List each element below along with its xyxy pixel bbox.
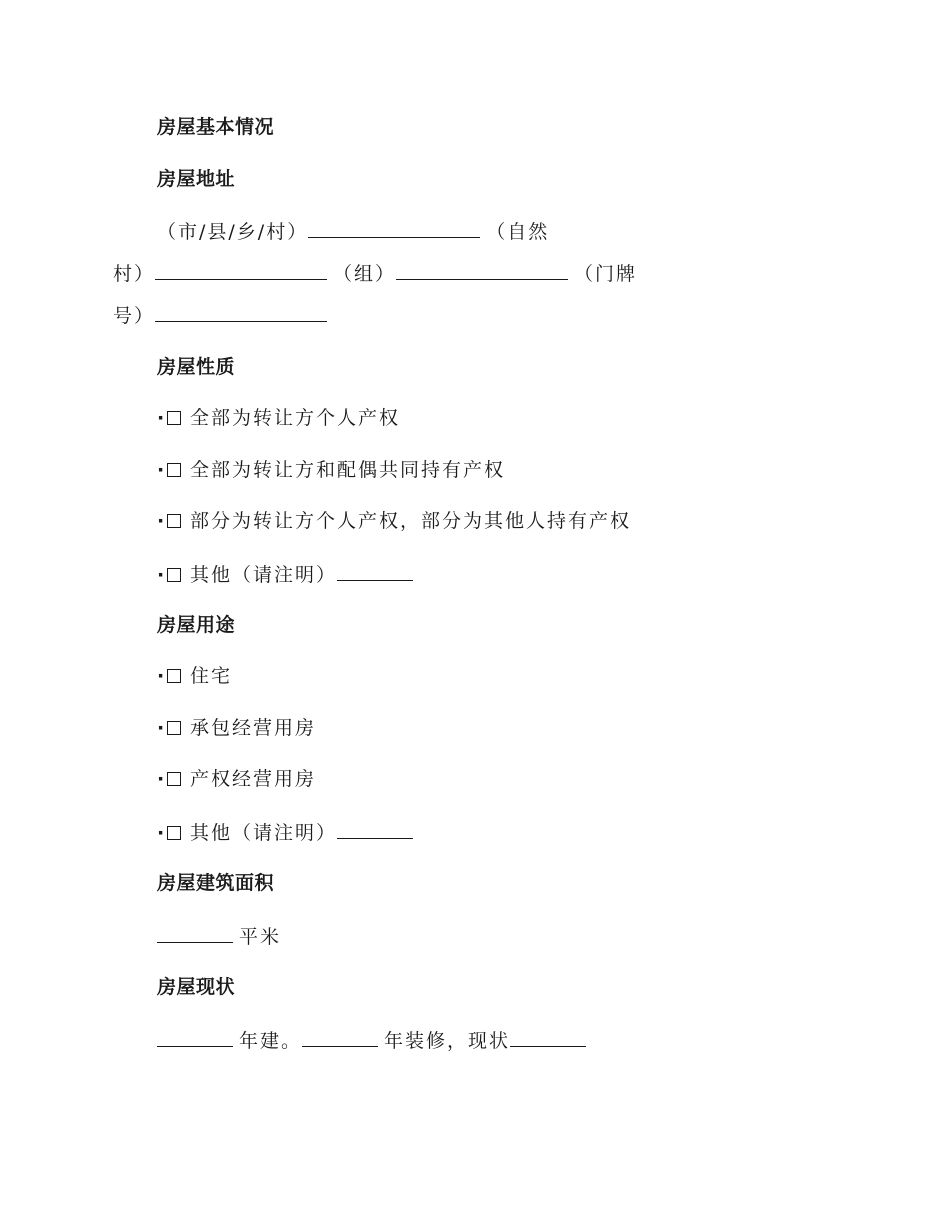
section-title-usage: 房屋用途 <box>157 614 236 636</box>
group-blank[interactable] <box>396 259 568 280</box>
address-line-3 <box>113 301 327 329</box>
bullet-dot: · <box>157 510 167 532</box>
status-line <box>157 1026 586 1054</box>
renovated-year-blank[interactable] <box>302 1026 378 1047</box>
nature-option-2[interactable] <box>157 457 505 483</box>
doorplate-label: （门牌 <box>574 263 638 285</box>
group-label: （组） <box>333 263 397 285</box>
doorplate-label-end: 号） <box>113 305 156 327</box>
village-blank[interactable] <box>155 259 327 280</box>
section-title-nature: 房屋性质 <box>157 356 236 378</box>
nature-option-1[interactable] <box>157 405 400 431</box>
area-blank[interactable] <box>157 922 233 943</box>
bullet-dot: · <box>157 768 167 790</box>
bullet-dot: · <box>157 459 167 481</box>
village-label: （自然 <box>486 221 550 243</box>
option-label: 住宅 <box>190 665 233 687</box>
nature-option-4[interactable] <box>157 560 413 588</box>
bullet-dot: · <box>157 717 167 739</box>
bullet-dot: · <box>157 564 167 586</box>
usage-option-2[interactable] <box>157 715 316 741</box>
option-label: 其他（请注明） <box>190 564 338 586</box>
village-label-end: 村） <box>113 263 156 285</box>
checkbox[interactable] <box>167 669 181 683</box>
bullet-dot: · <box>157 407 167 429</box>
usage-option-1[interactable] <box>157 663 232 689</box>
address-line-2 <box>113 259 637 287</box>
section-title-status: 房屋现状 <box>157 976 236 998</box>
area-unit: 平米 <box>239 926 282 948</box>
city-label: （市/县/乡/村） <box>157 221 309 243</box>
bullet-dot: · <box>157 822 167 844</box>
address-line-1 <box>157 217 549 245</box>
section-title-area: 房屋建筑面积 <box>157 872 275 894</box>
other-usage-blank[interactable] <box>337 818 413 839</box>
other-nature-blank[interactable] <box>337 560 413 581</box>
bullet-dot: · <box>157 665 167 687</box>
doorplate-blank[interactable] <box>155 301 327 322</box>
option-label: 产权经营用房 <box>190 768 317 790</box>
checkbox[interactable] <box>167 568 181 582</box>
current-status-blank[interactable] <box>510 1026 586 1047</box>
checkbox[interactable] <box>167 721 181 735</box>
option-label: 全部为转让方和配偶共同持有产权 <box>190 459 506 481</box>
option-label: 部分为转让方个人产权，部分为其他人持有产权 <box>190 510 632 532</box>
option-label: 全部为转让方个人产权 <box>190 407 401 429</box>
checkbox[interactable] <box>167 514 181 528</box>
built-year-blank[interactable] <box>157 1026 233 1047</box>
city-blank[interactable] <box>308 217 480 238</box>
nature-option-3[interactable] <box>157 508 631 534</box>
checkbox[interactable] <box>167 772 181 786</box>
section-title-address: 房屋地址 <box>157 168 236 190</box>
usage-option-4[interactable] <box>157 818 413 846</box>
usage-option-3[interactable] <box>157 766 316 792</box>
checkbox[interactable] <box>167 826 181 840</box>
checkbox[interactable] <box>167 463 181 477</box>
checkbox[interactable] <box>167 411 181 425</box>
section-title-basic: 房屋基本情况 <box>157 116 275 138</box>
area-line <box>157 922 281 950</box>
built-suffix: 年建。 <box>239 1030 303 1052</box>
renovated-suffix: 年装修，现状 <box>384 1030 511 1052</box>
option-label: 其他（请注明） <box>190 822 338 844</box>
option-label: 承包经营用房 <box>190 717 317 739</box>
